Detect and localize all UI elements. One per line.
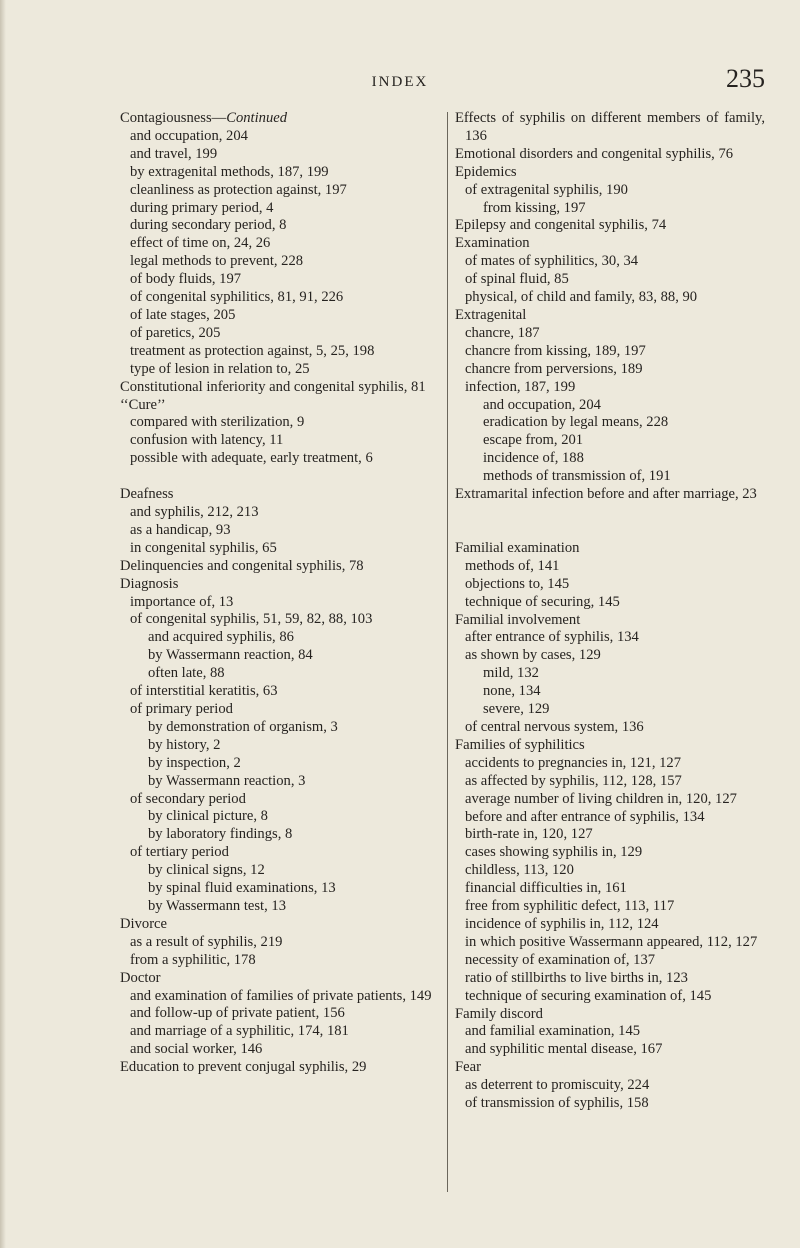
entry-text: Divorce xyxy=(120,915,168,932)
index-subentry xyxy=(120,235,442,253)
index-heading xyxy=(455,737,765,755)
index-subentry xyxy=(455,755,765,773)
entry-text: none, 134 xyxy=(483,683,541,700)
index-subentry xyxy=(455,200,765,218)
index-subentry xyxy=(120,307,442,325)
entry-text: Deafness xyxy=(120,486,174,503)
entry-text: of extragenital syphilis, 190 xyxy=(465,181,628,198)
index-subentry xyxy=(455,1041,765,1059)
entry-text: Extragenital xyxy=(455,306,527,323)
index-subentry xyxy=(120,862,442,880)
entry-text: by spinal fluid examinations, 13 xyxy=(148,880,336,897)
index-subentry xyxy=(455,343,765,361)
index-subentry xyxy=(455,647,765,665)
index-subentry xyxy=(120,629,442,647)
index-subentry xyxy=(120,414,442,432)
column-divider xyxy=(447,112,448,1192)
entry-text: by laboratory findings, 8 xyxy=(148,826,293,843)
index-subentry xyxy=(455,701,765,719)
entry-text: Epidemics xyxy=(455,163,517,180)
index-subentry xyxy=(120,289,442,307)
entry-text: and social worker, 146 xyxy=(130,1041,263,1058)
index-heading xyxy=(120,558,442,576)
index-subentry xyxy=(455,970,765,988)
entry-text: cleanliness as protection against, 197 xyxy=(130,181,347,198)
entry-text: by inspection, 2 xyxy=(148,754,241,771)
index-subentry xyxy=(120,1023,442,1041)
index-subentry xyxy=(120,952,442,970)
entry-text: and syphilitic mental disease, 167 xyxy=(465,1041,663,1058)
entry-text: and occupation, 204 xyxy=(130,127,248,144)
index-subentry xyxy=(455,253,765,271)
index-subentry xyxy=(455,791,765,809)
entry-text: birth-rate in, 120, 127 xyxy=(465,826,593,843)
entry-text: Delinquencies and congenital syphilis, 78 xyxy=(120,557,364,574)
index-subentry xyxy=(455,952,765,970)
index-subentry xyxy=(455,880,765,898)
index-subentry xyxy=(455,289,765,307)
index-subentry xyxy=(120,594,442,612)
entry-text: technique of securing, 145 xyxy=(465,593,620,610)
index-subentry xyxy=(120,791,442,809)
index-subentry xyxy=(455,719,765,737)
entry-text: objections to, 145 xyxy=(465,575,570,592)
entry-text: during primary period, 4 xyxy=(130,199,274,216)
index-subentry xyxy=(120,844,442,862)
entry-text: and occupation, 204 xyxy=(483,396,601,413)
index-subentry xyxy=(120,217,442,235)
entry-text: Familial examination xyxy=(455,539,580,556)
index-subentry xyxy=(455,594,765,612)
entry-text: Contagiousness— xyxy=(120,110,227,126)
index-subentry xyxy=(120,719,442,737)
entry-text: type of lesion in relation to, 25 xyxy=(130,360,310,377)
index-subentry xyxy=(455,1077,765,1095)
index-heading xyxy=(120,1059,442,1077)
entry-text: from a syphilitic, 178 xyxy=(130,951,256,968)
entry-text: necessity of examination of, 137 xyxy=(465,951,656,968)
entry-text: Extramarital infection before and after marriage, 23 xyxy=(455,486,757,503)
index-heading xyxy=(120,576,442,594)
index-heading xyxy=(455,235,765,253)
index-heading xyxy=(455,146,765,164)
index-heading xyxy=(455,486,765,504)
index-subentry xyxy=(455,898,765,916)
page-number: 235 xyxy=(726,64,765,93)
index-subentry xyxy=(120,683,442,701)
entry-text: often late, 88 xyxy=(148,665,225,682)
index-heading xyxy=(120,110,442,128)
entry-spacer xyxy=(455,522,765,540)
entry-text: of body fluids, 197 xyxy=(130,271,242,288)
index-subentry xyxy=(120,647,442,665)
entry-text: by extragenital methods, 187, 199 xyxy=(130,163,329,180)
entry-text: mild, 132 xyxy=(483,665,539,682)
entry-text: during secondary period, 8 xyxy=(130,217,287,234)
entry-text: as a result of syphilis, 219 xyxy=(130,933,283,950)
index-subentry xyxy=(120,898,442,916)
entry-text: of interstitial keratitis, 63 xyxy=(130,683,278,700)
index-subentry xyxy=(120,343,442,361)
entry-text: childless, 113, 120 xyxy=(465,862,574,879)
continued-label: Continued xyxy=(226,110,288,126)
entry-text: and examination of families of private patients, 149 xyxy=(130,987,432,1004)
entry-text: before and after entrance of syphilis, 134 xyxy=(465,808,705,825)
entry-spacer xyxy=(455,504,765,522)
index-subentry xyxy=(120,522,442,540)
index-heading xyxy=(455,540,765,558)
index-subentry xyxy=(120,988,442,1006)
index-subentry xyxy=(455,665,765,683)
entry-text: of mates of syphilitics, 30, 34 xyxy=(465,253,639,270)
index-subentry xyxy=(455,826,765,844)
entry-text: by Wassermann reaction, 3 xyxy=(148,772,306,789)
index-subentry xyxy=(120,1005,442,1023)
index-subentry xyxy=(120,826,442,844)
index-subentry xyxy=(120,325,442,343)
entry-text: technique of securing examination of, 145 xyxy=(465,987,712,1004)
entry-text: by Wassermann reaction, 84 xyxy=(148,647,313,664)
entry-text: as affected by syphilis, 112, 128, 157 xyxy=(465,772,682,789)
entry-text: by Wassermann test, 13 xyxy=(148,897,286,914)
entry-text: Emotional disorders and congenital syphilis, 76 xyxy=(455,145,734,162)
index-subentry xyxy=(455,844,765,862)
entry-text: by clinical picture, 8 xyxy=(148,808,268,825)
entry-text: legal methods to prevent, 228 xyxy=(130,253,304,270)
index-column-left xyxy=(120,110,442,1077)
index-heading xyxy=(120,916,442,934)
index-subentry xyxy=(455,271,765,289)
index-subentry xyxy=(455,397,765,415)
index-subentry xyxy=(455,683,765,701)
index-subentry xyxy=(120,450,442,468)
entry-text: physical, of child and family, 83, 88, 90 xyxy=(465,289,698,306)
index-heading xyxy=(455,217,765,235)
index-subentry xyxy=(120,934,442,952)
entry-text: Epilepsy and congenital syphilis, 74 xyxy=(455,217,667,234)
entry-text: after entrance of syphilis, 134 xyxy=(465,629,639,646)
index-subentry xyxy=(455,916,765,934)
index-subentry xyxy=(120,737,442,755)
index-subentry xyxy=(120,1041,442,1059)
index-subentry xyxy=(455,558,765,576)
index-heading xyxy=(455,612,765,630)
index-subentry xyxy=(120,146,442,164)
entry-text: of spinal fluid, 85 xyxy=(465,271,569,288)
entry-text: of transmission of syphilis, 158 xyxy=(465,1095,649,1112)
index-subentry xyxy=(455,182,765,200)
entry-spacer xyxy=(120,468,442,486)
index-subentry xyxy=(120,665,442,683)
index-subentry xyxy=(120,755,442,773)
entry-text: Doctor xyxy=(120,969,161,986)
index-heading xyxy=(120,397,442,415)
entry-text: incidence of, 188 xyxy=(483,450,584,467)
index-subentry xyxy=(120,271,442,289)
index-column-right xyxy=(455,110,765,1113)
index-heading xyxy=(120,486,442,504)
index-subentry xyxy=(455,361,765,379)
entry-text: Examination xyxy=(455,235,530,252)
entry-text: and syphilis, 212, 213 xyxy=(130,504,259,521)
index-subentry xyxy=(120,200,442,218)
index-subentry xyxy=(120,540,442,558)
entry-text: confusion with latency, 11 xyxy=(130,432,284,449)
entry-text: possible with adequate, early treatment, 6 xyxy=(130,450,373,467)
entry-text: ‘‘Cure’’ xyxy=(120,396,166,413)
entry-text: free from syphilitic defect, 113, 117 xyxy=(465,898,675,915)
entry-text: and acquired syphilis, 86 xyxy=(148,629,294,646)
index-heading xyxy=(120,379,442,397)
entry-text: financial difficulties in, 161 xyxy=(465,880,627,897)
running-head: INDEX xyxy=(371,74,429,90)
entry-text: and familial examination, 145 xyxy=(465,1023,641,1040)
entry-text: by clinical signs, 12 xyxy=(148,862,265,879)
index-subentry xyxy=(455,414,765,432)
entry-text: importance of, 13 xyxy=(130,593,234,610)
entry-text: treatment as protection against, 5, 25, 198 xyxy=(130,342,375,359)
entry-text: Constitutional inferiority and congenital syphilis, 81 xyxy=(120,378,426,395)
index-subentry xyxy=(120,128,442,146)
entry-text: eradication by legal means, 228 xyxy=(483,414,669,431)
index-subentry xyxy=(120,432,442,450)
index-heading xyxy=(455,110,765,146)
index-subentry xyxy=(120,611,442,629)
entry-text: and travel, 199 xyxy=(130,145,218,162)
entry-text: and follow-up of private patient, 156 xyxy=(130,1005,345,1022)
entry-text: Fear xyxy=(455,1059,481,1076)
entry-text: Families of syphilitics xyxy=(455,736,585,753)
entry-text: by demonstration of organism, 3 xyxy=(148,718,338,735)
entry-text: of congenital syphilis, 51, 59, 82, 88, 103 xyxy=(130,611,373,628)
entry-text: and marriage of a syphilitic, 174, 181 xyxy=(130,1023,349,1040)
entry-text: incidence of syphilis in, 112, 124 xyxy=(465,915,659,932)
entry-text: effect of time on, 24, 26 xyxy=(130,235,271,252)
index-subentry xyxy=(120,701,442,719)
entry-text: chancre from perversions, 189 xyxy=(465,360,643,377)
entry-text: in which positive Wassermann appeared, 112, 127 xyxy=(465,933,758,950)
entry-text: cases showing syphilis in, 129 xyxy=(465,844,643,861)
index-subentry xyxy=(455,934,765,952)
index-subentry xyxy=(455,1023,765,1041)
index-subentry xyxy=(455,379,765,397)
index-subentry xyxy=(120,808,442,826)
index-subentry xyxy=(455,432,765,450)
entry-text: severe, 129 xyxy=(483,701,550,718)
entry-text: as a handicap, 93 xyxy=(130,521,231,538)
index-subentry xyxy=(120,504,442,522)
index-subentry xyxy=(455,325,765,343)
index-subentry xyxy=(120,253,442,271)
index-subentry xyxy=(455,576,765,594)
entry-text: methods of, 141 xyxy=(465,557,560,574)
entry-text: chancre, 187 xyxy=(465,324,540,341)
entry-text: of secondary period xyxy=(130,790,246,807)
index-heading xyxy=(120,970,442,988)
index-subentry xyxy=(455,988,765,1006)
index-subentry xyxy=(120,182,442,200)
entry-text: in congenital syphilis, 65 xyxy=(130,539,277,556)
index-heading xyxy=(455,307,765,325)
entry-text: chancre from kissing, 189, 197 xyxy=(465,342,646,359)
index-heading xyxy=(455,1006,765,1024)
entry-text: of central nervous system, 136 xyxy=(465,719,644,735)
entry-text: accidents to pregnancies in, 121, 127 xyxy=(465,754,682,771)
entry-text: from kissing, 197 xyxy=(483,199,586,216)
index-heading xyxy=(455,164,765,182)
index-subentry xyxy=(455,450,765,468)
index-subentry xyxy=(455,773,765,791)
entry-text: of paretics, 205 xyxy=(130,324,221,341)
index-subentry xyxy=(120,361,442,379)
entry-text: escape from, 201 xyxy=(483,432,584,449)
index-subentry xyxy=(455,1095,765,1113)
entry-text: ratio of stillbirths to live births in, 123 xyxy=(465,969,688,986)
entry-text: as deterrent to promiscuity, 224 xyxy=(465,1077,650,1094)
entry-text: Diagnosis xyxy=(120,575,179,592)
book-gutter-shadow xyxy=(0,0,6,1248)
entry-text: of congenital syphilitics, 81, 91, 226 xyxy=(130,289,344,306)
entry-text: of tertiary period xyxy=(130,844,229,861)
entry-text: Family discord xyxy=(455,1005,543,1022)
index-subentry xyxy=(455,862,765,880)
entry-text: infection, 187, 199 xyxy=(465,378,576,395)
entry-text: by history, 2 xyxy=(148,736,221,753)
entry-text: Effects of syphilis on different members of family, 136 xyxy=(455,110,765,144)
index-subentry xyxy=(455,629,765,647)
index-heading xyxy=(455,1059,765,1077)
index-subentry xyxy=(120,880,442,898)
entry-text: of late stages, 205 xyxy=(130,306,236,323)
entry-text: average number of living children in, 120, 127 xyxy=(465,790,737,807)
entry-text: compared with sterilization, 9 xyxy=(130,414,305,431)
index-subentry xyxy=(120,164,442,182)
index-subentry xyxy=(455,809,765,827)
entry-text: of primary period xyxy=(130,701,233,717)
entry-text: methods of transmission of, 191 xyxy=(483,468,671,485)
index-subentry xyxy=(455,468,765,486)
entry-text: as shown by cases, 129 xyxy=(465,647,601,664)
entry-text: Education to prevent conjugal syphilis, 29 xyxy=(120,1059,367,1076)
entry-text: Familial involvement xyxy=(455,611,581,628)
index-subentry xyxy=(120,773,442,791)
